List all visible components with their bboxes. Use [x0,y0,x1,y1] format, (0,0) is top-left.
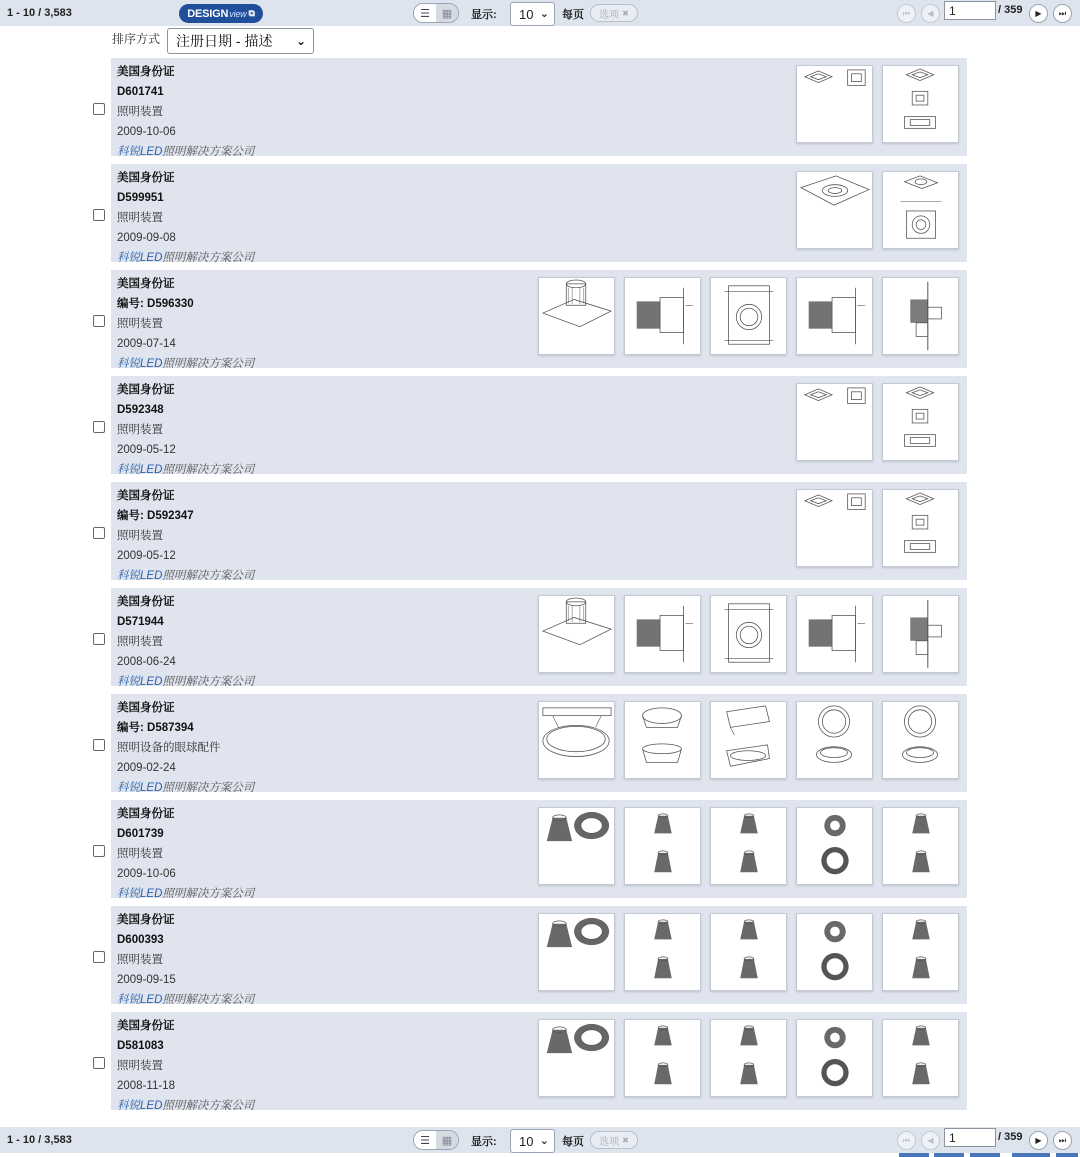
thumbnail-strip [538,807,959,885]
page-number-input[interactable] [944,1128,996,1147]
owner-highlight: 科锐LED [117,676,163,688]
result-row [111,906,967,1004]
owner-rest: 照明解决方案公司 [162,146,255,158]
design-drawing-image [797,384,872,460]
per-page-select[interactable] [510,2,555,26]
per-page-select[interactable] [510,1129,555,1153]
design-thumbnail[interactable] [796,65,873,143]
design-drawing-image [539,596,614,672]
result-info [117,698,254,798]
scroll-indicator [1056,1153,1078,1157]
result-info [117,804,254,904]
owner-rest: 照明解决方案公司 [162,782,255,794]
owner-highlight: 科锐LED [117,782,163,794]
sort-select[interactable] [167,28,314,54]
design-title: 照明装置 [117,212,163,224]
design-thumbnail[interactable] [882,277,959,355]
design-drawing-image [711,278,786,354]
design-thumbnail[interactable] [710,277,787,355]
sort-label: 排序方式 [112,32,161,46]
result-info [117,168,254,268]
design-thumbnail[interactable] [882,807,959,885]
next-page-button[interactable] [1029,4,1048,23]
owner-rest: 照明解决方案公司 [162,1100,255,1112]
view-toggle [413,3,459,23]
country-label: 美国身份证 [117,66,175,78]
thumbnail-strip [538,277,959,355]
design-drawing-image [711,914,786,990]
result-info [117,62,254,162]
design-drawing-image [883,808,958,884]
result-checkbox[interactable] [93,527,105,539]
owner-rest: 照明解决方案公司 [162,570,255,582]
design-drawing-image [625,808,700,884]
design-title: 照明设备的眼球配件 [117,742,221,754]
design-thumbnail[interactable] [796,701,873,779]
design-thumbnail[interactable] [710,701,787,779]
next-page-icon: ▶ [1035,9,1042,18]
design-thumbnail[interactable] [882,595,959,673]
design-title: 照明装置 [117,1060,163,1072]
design-drawing-image [883,172,958,248]
top-toolbar [0,0,1080,26]
design-number[interactable]: D601739 [117,828,164,840]
owner-name [117,142,254,162]
design-drawing-image [797,66,872,142]
design-number[interactable]: D600393 [117,934,164,946]
registration-date: 2009-09-15 [117,974,176,986]
chevron-down-icon: ⌄ [539,8,549,20]
design-thumbnail[interactable] [882,913,959,991]
design-drawing-image [883,702,958,778]
chevron-down-icon: ⌄ [295,34,306,48]
registration-date: 2008-06-24 [117,656,176,668]
design-thumbnail[interactable] [538,277,615,355]
design-drawing-image [711,808,786,884]
owner-highlight: 科锐LED [117,994,163,1006]
design-title: 照明装置 [117,954,163,966]
country-label: 美国身份证 [117,808,175,820]
owner-name [117,460,254,480]
design-number[interactable]: D571944 [117,616,164,628]
design-thumbnail[interactable] [624,807,701,885]
result-row [111,800,967,898]
owner-highlight: 科锐LED [117,146,163,158]
show-label: 显示: [471,9,497,21]
result-info [117,910,254,1010]
design-drawing-image [797,172,872,248]
result-row [111,482,967,580]
design-thumbnail[interactable] [882,383,959,461]
design-drawing-image [797,808,872,884]
design-thumbnail[interactable] [882,701,959,779]
result-row [111,1012,967,1110]
thumbnail-strip [538,595,959,673]
design-drawing-image [625,914,700,990]
owner-highlight: 科锐LED [117,570,163,582]
result-info [117,592,254,692]
prev-page-icon: ◀ [927,1136,934,1145]
design-thumbnail[interactable] [882,65,959,143]
design-drawing-image [797,596,872,672]
owner-name [117,778,254,798]
design-thumbnail[interactable] [624,1019,701,1097]
design-number[interactable]: 编号: D592347 [117,510,194,522]
result-checkbox[interactable] [93,315,105,327]
result-row [111,164,967,262]
result-count: 1 - 10 / 3,583 [7,7,72,19]
thumbnail-strip [538,701,959,779]
next-page-icon: ▶ [1035,1136,1042,1145]
design-number[interactable]: D599951 [117,192,164,204]
owner-name [117,354,254,374]
first-page-button[interactable] [897,4,916,23]
owner-rest: 照明解决方案公司 [162,888,255,900]
result-checkbox[interactable] [93,739,105,751]
options-label: 选项 [599,9,620,21]
design-drawing-image [625,702,700,778]
design-drawing-image [883,384,958,460]
designview-button[interactable] [179,4,263,23]
page-number-input[interactable] [944,1,996,20]
design-thumbnail[interactable] [538,913,615,991]
owner-rest: 照明解决方案公司 [162,252,255,264]
design-drawing-image [797,702,872,778]
design-thumbnail[interactable] [710,595,787,673]
design-thumbnail[interactable] [882,171,959,249]
first-page-icon: ⏮ [902,8,911,18]
close-icon: ✖ [622,8,629,18]
sort-value: 注册日期 - 描述 [176,33,273,49]
design-thumbnail[interactable] [796,489,873,567]
grid-view-icon[interactable]: ▦ [436,4,458,22]
result-info [117,1016,254,1116]
prev-page-button[interactable] [921,4,940,23]
result-row [111,588,967,686]
thumbnail-strip [538,1019,959,1097]
per-page-value: 10 [519,6,534,22]
chevron-down-icon: ⌄ [539,1135,549,1147]
design-thumbnail[interactable] [538,595,615,673]
design-drawing-image [711,702,786,778]
result-row [111,270,967,368]
country-label: 美国身份证 [117,914,175,926]
thumbnail-strip [796,383,959,461]
country-label: 美国身份证 [117,702,175,714]
country-label: 美国身份证 [117,278,175,290]
page-total: / 359 [998,4,1023,16]
design-thumbnail[interactable] [796,171,873,249]
result-row [111,58,967,156]
design-drawing-image [539,702,614,778]
owner-rest: 照明解决方案公司 [162,358,255,370]
options-label: 选项 [599,1136,620,1148]
registration-date: 2008-11-18 [117,1080,175,1092]
design-drawing-image [711,1020,786,1096]
design-thumbnail[interactable] [882,489,959,567]
design-drawing-image [625,596,700,672]
design-thumbnail[interactable] [796,1019,873,1097]
registration-date: 2009-10-06 [117,126,176,138]
design-thumbnail[interactable] [796,595,873,673]
result-checkbox[interactable] [93,845,105,857]
last-page-button[interactable] [1053,1131,1072,1150]
registration-date: 2009-05-12 [117,444,176,456]
design-thumbnail[interactable] [710,913,787,991]
design-title: 照明装置 [117,848,163,860]
registration-date: 2009-10-06 [117,868,176,880]
design-drawing-image [539,808,614,884]
result-info [117,274,254,374]
design-thumbnail[interactable] [710,1019,787,1097]
design-number[interactable]: D601741 [117,86,164,98]
design-thumbnail[interactable] [796,807,873,885]
design-number[interactable]: D581083 [117,1040,164,1052]
prev-page-icon: ◀ [927,9,934,18]
design-drawing-image [883,1020,958,1096]
registration-date: 2009-09-08 [117,232,176,244]
result-checkbox[interactable] [93,103,105,115]
page-total: / 359 [998,1131,1023,1143]
last-page-button[interactable] [1053,4,1072,23]
list-view-icon[interactable]: ☰ [414,4,436,22]
design-thumbnail[interactable] [624,595,701,673]
owner-highlight: 科锐LED [117,888,163,900]
owner-name [117,990,254,1010]
design-drawing-image [625,1020,700,1096]
design-thumbnail[interactable] [796,913,873,991]
thumbnail-strip [796,171,959,249]
result-row [111,376,967,474]
last-page-icon: ⏭ [1058,1135,1067,1145]
per-page-label: 每页 [562,9,584,21]
design-thumbnail[interactable] [538,1019,615,1097]
list-view-icon[interactable]: ☰ [414,1131,436,1149]
design-number[interactable]: 编号: D596330 [117,298,194,310]
country-label: 美国身份证 [117,490,175,502]
last-page-icon: ⏭ [1058,8,1067,18]
result-checkbox[interactable] [93,633,105,645]
thumbnail-strip [538,913,959,991]
per-page-value: 10 [519,1133,534,1149]
owner-rest: 照明解决方案公司 [162,464,255,476]
close-icon: ✖ [622,1135,629,1145]
design-title: 照明装置 [117,424,163,436]
owner-name [117,884,254,904]
scroll-indicator [899,1153,929,1157]
owner-rest: 照明解决方案公司 [162,676,255,688]
registration-date: 2009-05-12 [117,550,176,562]
options-button[interactable] [590,1131,638,1149]
per-page-label: 每页 [562,1136,584,1148]
show-label: 显示: [471,1136,497,1148]
design-thumbnail[interactable] [538,701,615,779]
registration-date: 2009-07-14 [117,338,176,350]
design-thumbnail[interactable] [710,807,787,885]
design-drawing-image [883,596,958,672]
design-thumbnail[interactable] [538,807,615,885]
design-drawing-image [539,914,614,990]
options-button[interactable] [590,4,638,22]
grid-view-icon[interactable]: ▦ [436,1131,458,1149]
design-number[interactable]: D592348 [117,404,164,416]
design-drawing-image [625,278,700,354]
design-drawing-image [797,278,872,354]
design-thumbnail[interactable] [796,383,873,461]
view-toggle [413,1130,459,1150]
result-info [117,486,254,586]
designview-sub-label: view [229,8,247,19]
design-thumbnail[interactable] [624,277,701,355]
scroll-indicator [970,1153,1000,1157]
design-title: 照明装置 [117,530,163,542]
thumbnail-strip [796,489,959,567]
owner-name [117,1096,254,1116]
design-drawing-image [883,914,958,990]
owner-name [117,672,254,692]
design-drawing-image [539,1020,614,1096]
owner-highlight: 科锐LED [117,1100,163,1112]
result-count: 1 - 10 / 3,583 [7,1134,72,1146]
country-label: 美国身份证 [117,384,175,396]
design-thumbnail[interactable] [796,277,873,355]
design-drawing-image [883,66,958,142]
owner-highlight: 科锐LED [117,464,163,476]
first-page-icon: ⏮ [902,1135,911,1145]
design-drawing-image [797,914,872,990]
owner-highlight: 科锐LED [117,358,163,370]
design-thumbnail[interactable] [882,1019,959,1097]
design-thumbnail[interactable] [624,701,701,779]
result-checkbox[interactable] [93,209,105,221]
result-checkbox[interactable] [93,1057,105,1069]
owner-name [117,566,254,586]
owner-name [117,248,254,268]
result-row [111,694,967,792]
external-link-icon: ⧉ [248,8,255,18]
country-label: 美国身份证 [117,596,175,608]
result-info [117,380,254,480]
design-drawing-image [883,278,958,354]
design-thumbnail[interactable] [624,913,701,991]
design-title: 照明装置 [117,636,163,648]
registration-date: 2009-02-24 [117,762,176,774]
first-page-button[interactable] [897,1131,916,1150]
design-drawing-image [797,1020,872,1096]
country-label: 美国身份证 [117,172,175,184]
owner-highlight: 科锐LED [117,252,163,264]
design-number[interactable]: 编号: D587394 [117,722,194,734]
design-drawing-image [797,490,872,566]
result-checkbox[interactable] [93,421,105,433]
next-page-button[interactable] [1029,1131,1048,1150]
country-label: 美国身份证 [117,1020,175,1032]
designview-label: DESIGN [187,7,229,20]
page-number-value: 1 [949,1130,956,1145]
result-checkbox[interactable] [93,951,105,963]
design-title: 照明装置 [117,318,163,330]
design-drawing-image [539,278,614,354]
design-title: 照明装置 [117,106,163,118]
design-drawing-image [883,490,958,566]
scroll-indicator [934,1153,964,1157]
bottom-toolbar [0,1127,1080,1153]
owner-rest: 照明解决方案公司 [162,994,255,1006]
prev-page-button[interactable] [921,1131,940,1150]
design-drawing-image [711,596,786,672]
page-number-value: 1 [949,3,956,18]
scroll-indicator [1012,1153,1050,1157]
thumbnail-strip [796,65,959,143]
